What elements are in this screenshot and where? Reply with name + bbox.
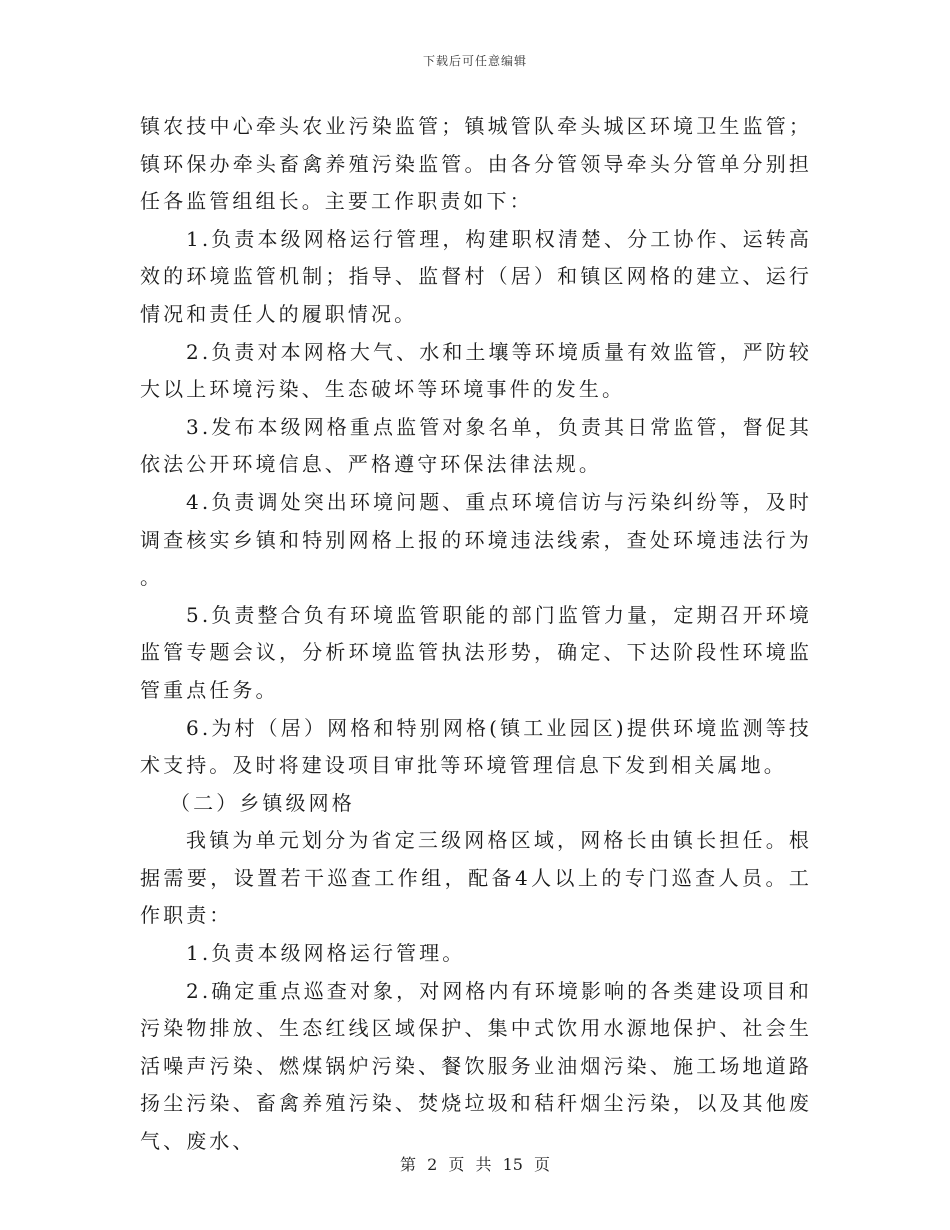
paragraph-6: 6.为村（居）网格和特别网格(镇工业园区)提供环境监测等技术支持。及时将建设项目审批等环境管理信息下发到相关属地。 bbox=[140, 715, 812, 778]
document-body bbox=[140, 108, 812, 1161]
section-heading: （二）乡镇级网格 bbox=[170, 790, 355, 815]
footer-label-di: 第 bbox=[399, 1155, 416, 1174]
paragraph-0: 镇农技中心牵头农业污染监管；镇城管队牵头城区环境卫生监管；镇环保办牵头畜禽养殖污染监管。由各分管领导牵头分管单分别担任各监管组组长。主要工作职责如下： bbox=[140, 114, 812, 214]
page-footer bbox=[0, 1152, 950, 1175]
footer-label-ye: 页 bbox=[448, 1155, 465, 1174]
page-header-note: 下载后可任意编辑 bbox=[422, 54, 527, 68]
paragraph-3: 3.发布本级网格重点监管对象名单，负责其日常监管，督促其依法公开环境信息、严格遵守环保法律法规。 bbox=[140, 414, 812, 477]
footer-label-ye2: 页 bbox=[534, 1155, 551, 1174]
paragraph-8: 我镇为单元划分为省定三级网格区域，网格长由镇长担任。根据需要，设置若干巡查工作组，配备4人以上的专门巡查人员。工作职责： bbox=[140, 828, 812, 928]
paragraph-2: 2.负责对本网格大气、水和土壤等环境质量有效监管，严防较大以上环境污染、生态破坏等环境事件的发生。 bbox=[140, 339, 812, 402]
footer-label-gong: 共 bbox=[475, 1155, 492, 1174]
paragraph-5: 5.负责整合负有环境监管职能的部门监管力量，定期召开环境监管专题会议，分析环境监管执法形势，确定、下达阶段性环境监管重点任务。 bbox=[140, 602, 812, 702]
paragraph-9: 1.负责本级网格运行管理。 bbox=[186, 941, 466, 966]
paragraph-4: 4.负责调处突出环境问题、重点环境信访与污染纠纷等，及时调查核实乡镇和特别网格上报的环境违法线索，查处环境违法行为。 bbox=[140, 489, 812, 590]
paragraph-10: 2.确定重点巡查对象，对网格内有环境影响的各类建设项目和污染物排放、生态红线区域保护、集中式饮用水源地保护、社会生活噪声污染、燃煤锅炉污染、餐饮服务业油烟污染、施工场地道路扬尘污染、畜禽养殖污染、焚烧垃圾和秸秆烟尘污染，以及其他废气、废水、 bbox=[140, 978, 812, 1154]
paragraph-1: 1.负责本级网格运行管理，构建职权清楚、分工协作、运转高效的环境监管机制；指导、监督村（居）和镇区网格的建立、运行情况和责任人的履职情况。 bbox=[140, 226, 812, 326]
footer-current-page: 2 bbox=[427, 1155, 438, 1174]
footer-total-pages: 15 bbox=[502, 1155, 523, 1174]
